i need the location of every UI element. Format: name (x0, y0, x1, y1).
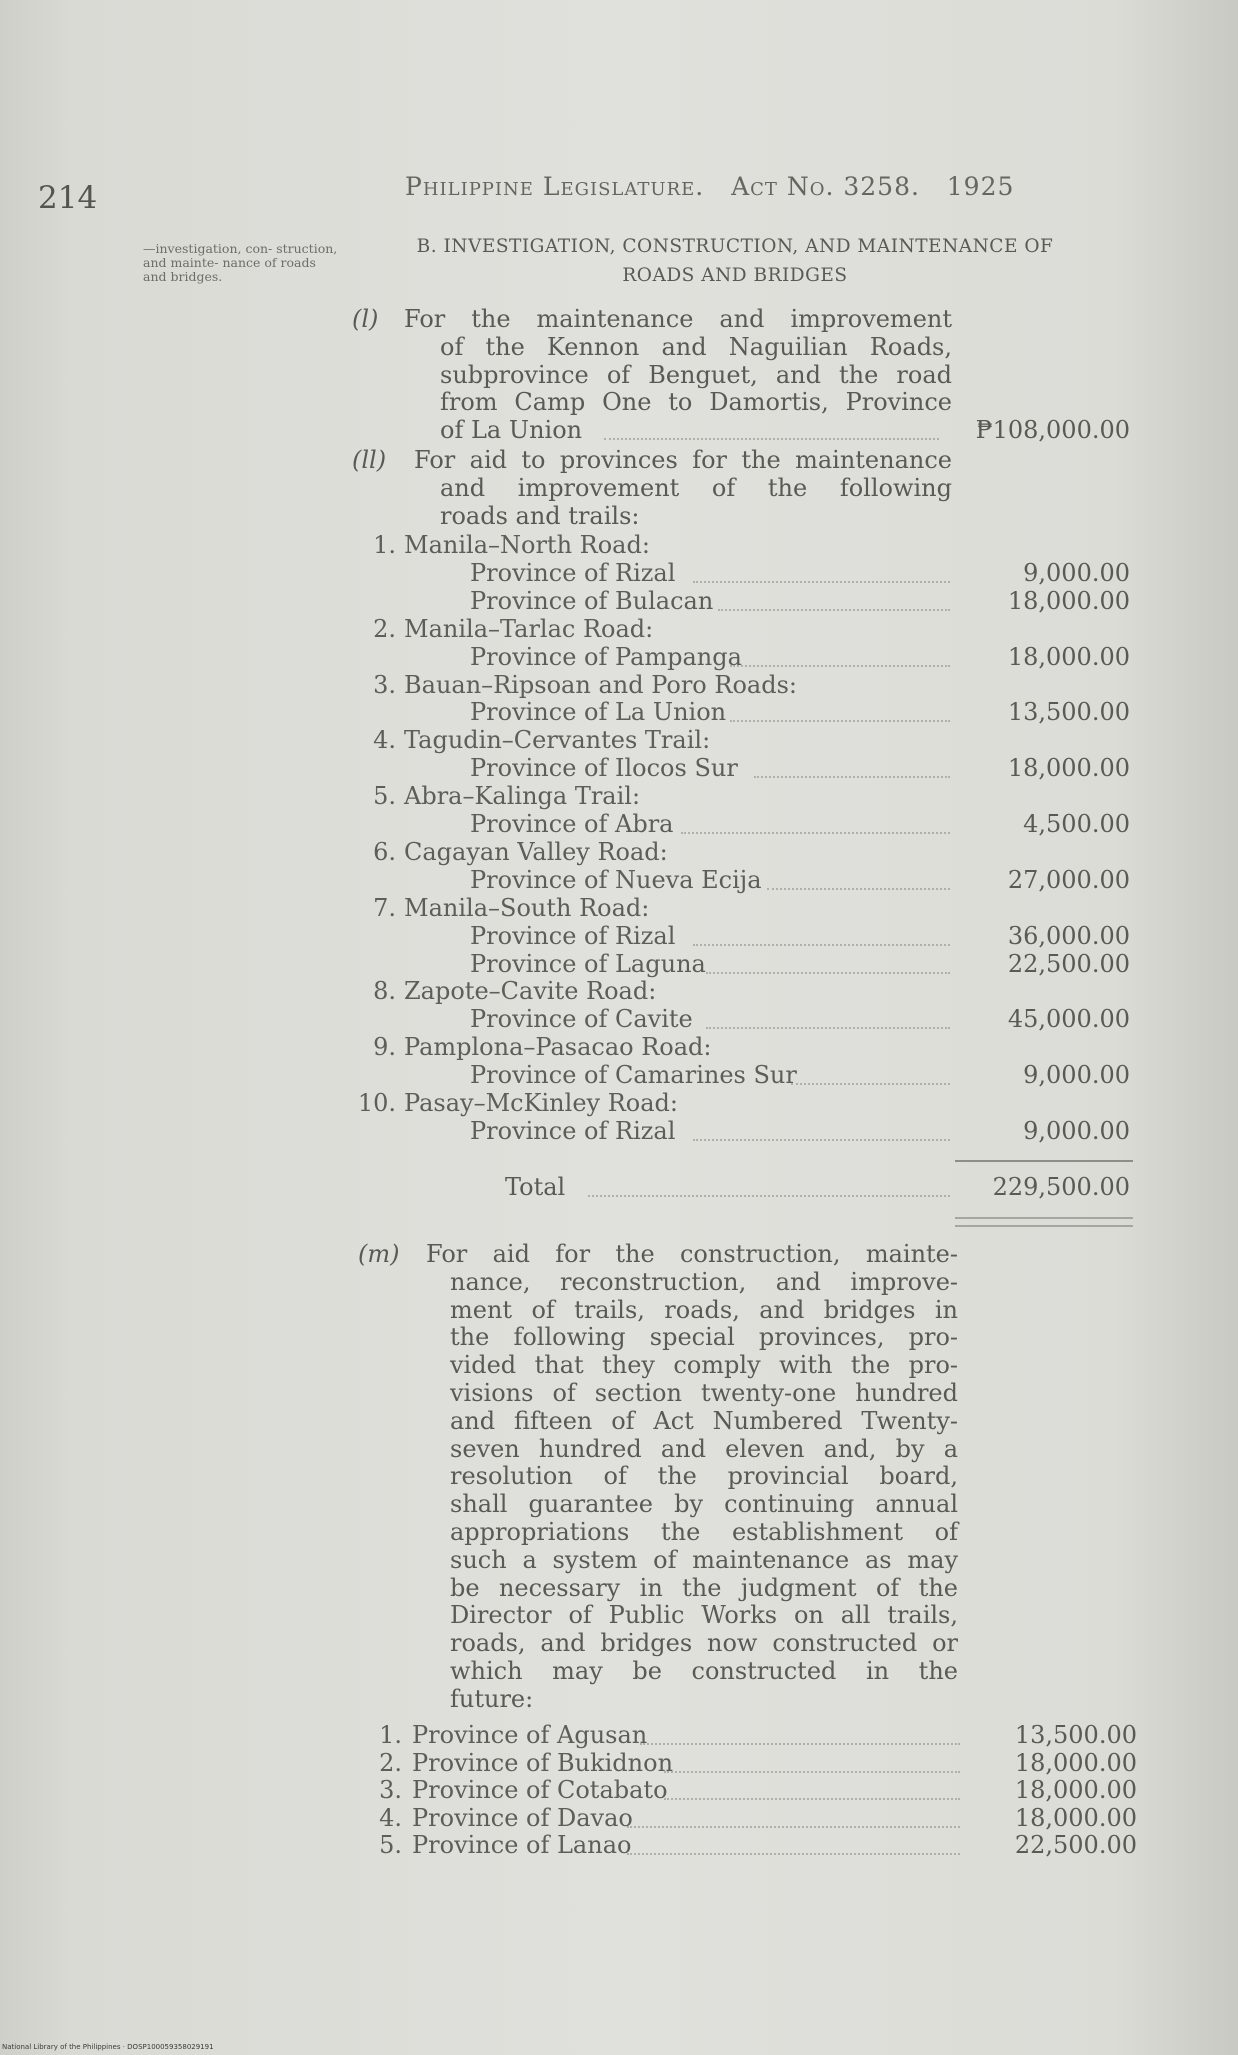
province-number: 2. (379, 1748, 402, 1777)
leader-dots (664, 1771, 960, 1773)
province-amount: 13,500.00 (1007, 698, 1130, 727)
province-name: Province of Camarines Sur (470, 1061, 797, 1090)
province-amount: 22,500.00 (1007, 949, 1130, 978)
province-amount: 45,000.00 (1007, 1005, 1130, 1034)
province-number: 4. (379, 1803, 402, 1832)
leader-dots (693, 581, 950, 583)
road-name: Bauan–Ripsoan and Poro Roads: (404, 670, 797, 699)
province-amount: 13,500.00 (1014, 1721, 1137, 1749)
paragraph-line: roads, and bridges now constructed or (450, 1629, 958, 1658)
leader-dots (767, 888, 950, 890)
province-amount: 18,000.00 (1014, 1776, 1137, 1804)
leader-dots (640, 1743, 960, 1745)
paragraph-line: For aid to provinces for the maintenance (414, 446, 952, 474)
province-name: Province of Nueva Ecija (470, 865, 762, 894)
paragraph-line: and fifteen of Act Numbered Twenty- (450, 1406, 958, 1435)
province-name: Province of Bukidnon (412, 1748, 674, 1777)
road-heading (354, 977, 954, 1005)
footer-credit: National Library of the Philippines · DOSP100059358029191 (2, 2043, 214, 2051)
leader-dots (627, 1853, 960, 1855)
province-name: Province of Ilocos Sur (470, 754, 738, 783)
leader-dots (681, 832, 950, 834)
paragraph-line: vided that they comply with the pro- (450, 1351, 958, 1380)
paragraph-line: resolution of the provincial board, (450, 1462, 958, 1491)
item-label: (l) (352, 305, 379, 333)
leader-dots (627, 1826, 960, 1828)
province-amount: 18,000.00 (1007, 754, 1130, 783)
province-row (470, 698, 950, 726)
paragraph-line: of the Kennon and Naguilian Roads, (440, 332, 952, 361)
total-rule (955, 1160, 1133, 1162)
road-heading (354, 615, 954, 643)
province-amount: 9,000.00 (1023, 1061, 1130, 1090)
paragraph-line: the following special provinces, pro- (450, 1323, 958, 1352)
province-row (470, 810, 950, 838)
road-name: Pasay–McKinley Road: (404, 1089, 678, 1117)
paragraph-line: from Camp One to Damortis, Province (440, 388, 952, 417)
paragraph-line: shall guarantee by continuing annual (450, 1490, 958, 1519)
province-amount: 18,000.00 (1014, 1803, 1137, 1832)
province-row (470, 1005, 950, 1033)
running-head-act: Act No. 3258. (731, 172, 920, 201)
road-heading (354, 1089, 954, 1117)
running-head (405, 172, 1014, 201)
province-amount: 27,000.00 (1007, 865, 1130, 894)
province-row (470, 559, 950, 587)
leader-dots (693, 1139, 950, 1141)
leader-dots (693, 944, 950, 946)
paragraph-line: nance, reconstruction, and improve- (450, 1267, 958, 1296)
province-row (470, 643, 950, 671)
province-name: Province of Agusan (412, 1721, 648, 1749)
leader-dots (730, 720, 950, 722)
road-number: 8. (373, 977, 396, 1006)
special-province-row (360, 1721, 960, 1749)
province-row (470, 950, 950, 978)
province-amount: 9,000.00 (1023, 1116, 1130, 1145)
province-row (470, 1117, 950, 1145)
paragraph-line: appropriations the establishment of (450, 1518, 958, 1546)
item-label: (ll) (352, 446, 387, 474)
leader-dots (718, 609, 950, 611)
item-label: (m) (358, 1240, 400, 1268)
province-amount: 36,000.00 (1007, 921, 1130, 950)
road-name: Manila–South Road: (404, 893, 650, 922)
paragraph-line: visions of section twenty-one hundred (450, 1379, 958, 1407)
paragraph-line: roads and trails: (440, 501, 640, 530)
paragraph-line: For the maintenance and improvement (404, 305, 952, 333)
leader-dots (730, 665, 950, 667)
province-amount: 18,000.00 (1014, 1748, 1137, 1777)
province-name: Province of Cavite (470, 1005, 693, 1034)
province-row (470, 587, 950, 615)
province-row (470, 922, 950, 950)
province-amount: 18,000.00 (1007, 586, 1130, 615)
paragraph-line: of La Union (440, 416, 583, 445)
province-name: Province of Lanao (412, 1831, 632, 1859)
road-number: 4. (373, 726, 396, 755)
road-name: Cagayan Valley Road: (404, 837, 668, 866)
total-double-rule (955, 1217, 1133, 1227)
road-name: Pamplona–Pasacao Road: (404, 1033, 712, 1062)
road-name: Manila–North Road: (404, 531, 650, 559)
item-l-amount: ₱108,000.00 (975, 416, 1130, 445)
road-heading (354, 726, 954, 754)
section-heading (355, 232, 1115, 290)
total-amount: 229,500.00 (992, 1173, 1130, 1201)
paragraph-line: future: (450, 1684, 534, 1713)
province-name: Province of Rizal (470, 558, 676, 587)
road-number: 1. (373, 531, 396, 559)
road-name: Zapote–Cavite Road: (404, 977, 657, 1006)
road-number: 7. (373, 893, 396, 922)
road-heading (354, 782, 954, 810)
road-number: 5. (373, 782, 396, 811)
section-heading-line-2: ROADS AND BRIDGES (622, 265, 848, 286)
road-name: Tagudin–Cervantes Trail: (404, 726, 711, 755)
paragraph-line: Director of Public Works on all trails, (450, 1601, 958, 1630)
province-name: Province of Laguna (470, 949, 706, 978)
special-province-row (360, 1831, 960, 1859)
running-head-year: 1925 (946, 172, 1015, 201)
margin-note: —investigation, con- struction, and mainte- nance of roads and bridges. (143, 241, 338, 284)
province-amount: 4,500.00 (1023, 810, 1130, 838)
province-amount: 22,500.00 (1014, 1831, 1137, 1859)
road-heading (354, 838, 954, 866)
province-name: Province of Rizal (470, 1116, 676, 1145)
province-row (470, 1061, 950, 1089)
province-amount: 18,000.00 (1007, 642, 1130, 671)
road-heading (354, 531, 954, 559)
province-name: Province of Pampanga (470, 642, 742, 671)
paragraph-line: seven hundred and eleven and, by a (450, 1434, 958, 1463)
province-name: Province of Davao (412, 1803, 633, 1832)
running-head-title: Philippine Legislature. (405, 172, 705, 201)
province-name: Province of Abra (470, 810, 674, 838)
special-province-row (360, 1776, 960, 1804)
paragraph-line: such a system of maintenance as may (450, 1545, 958, 1574)
province-row (470, 754, 950, 782)
special-province-row (360, 1804, 960, 1832)
leader-dots (706, 1027, 950, 1029)
paragraph-line: be necessary in the judgment of the (450, 1573, 958, 1602)
road-name: Manila–Tarlac Road: (404, 614, 654, 643)
section-heading-line-1: B. INVESTIGATION, CONSTRUCTION, AND MAINTENANCE OF (416, 236, 1054, 257)
road-number: 2. (373, 614, 396, 643)
paragraph-line: subprovince of Benguet, and the road (440, 360, 952, 389)
province-name: Province of Bulacan (470, 586, 714, 615)
province-row (470, 866, 950, 894)
road-heading (354, 671, 954, 699)
province-name: Province of Cotabato (412, 1776, 668, 1804)
paragraph-line: ment of trails, roads, and bridges in (450, 1295, 958, 1324)
leader-dots (664, 1798, 960, 1800)
leader-dots (754, 776, 950, 778)
special-province-row (360, 1749, 960, 1777)
province-name: Province of La Union (470, 698, 727, 727)
road-number: 10. (357, 1089, 396, 1117)
road-number: 3. (373, 670, 396, 699)
province-amount: 9,000.00 (1023, 558, 1130, 587)
road-number: 9. (373, 1033, 396, 1062)
road-number: 6. (373, 837, 396, 866)
leader-dots (706, 972, 950, 974)
leader-dots (604, 438, 939, 440)
province-number: 3. (379, 1776, 402, 1804)
paragraph-line: which may be constructed in the (450, 1657, 958, 1685)
province-number: 1. (379, 1721, 402, 1749)
province-name: Province of Rizal (470, 921, 676, 950)
paragraph-line: For aid for the construction, mainte- (426, 1240, 958, 1268)
road-heading (354, 1033, 954, 1061)
road-heading (354, 894, 954, 922)
leader-dots (588, 1195, 950, 1197)
page-number: 214 (38, 180, 98, 216)
province-number: 5. (379, 1831, 402, 1859)
paragraph-line: and improvement of the following (440, 473, 952, 502)
total-label: Total (505, 1173, 566, 1201)
leader-dots (791, 1083, 950, 1085)
road-name: Abra–Kalinga Trail: (404, 782, 641, 811)
